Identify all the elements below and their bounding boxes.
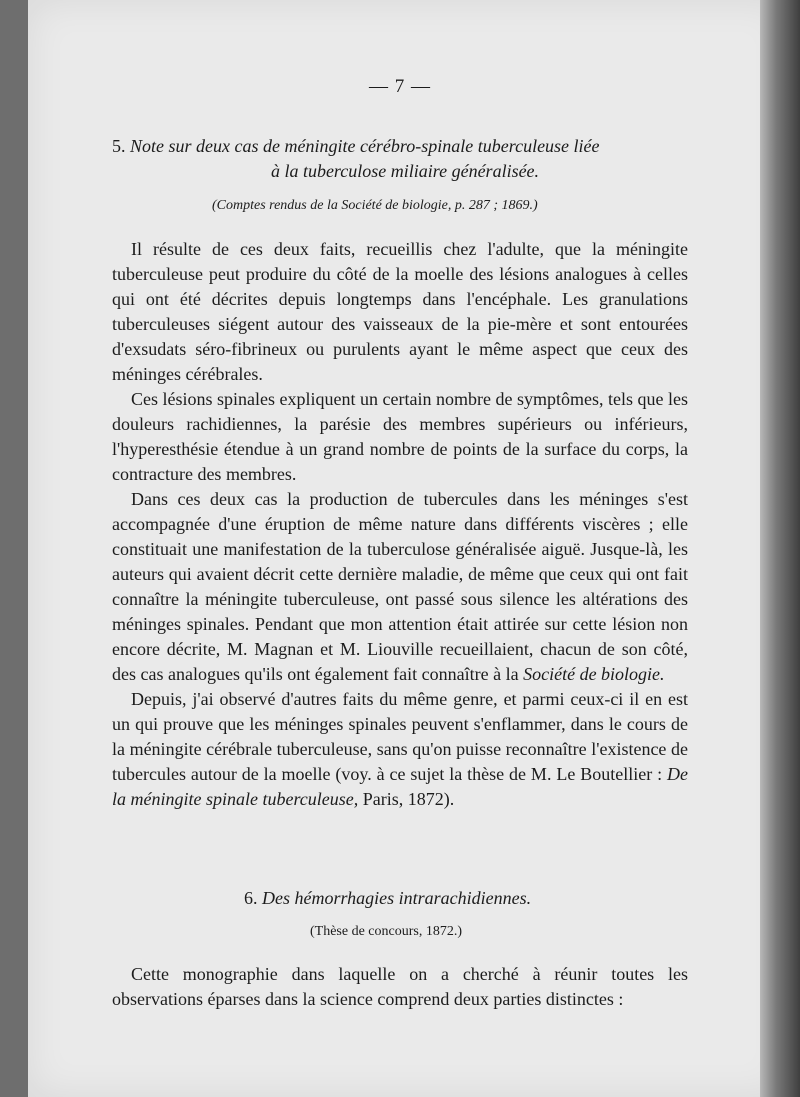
section5-title — [112, 134, 698, 184]
paragraph-3-italic: Société de biologie. — [523, 664, 665, 684]
paragraph-1: Il résulte de ces deux faits, recueillis chez l'adulte, que la méningite tuberculeuse peut produire du côté de la moelle des lésions analogues à celles qui ont été décrites depuis longtemps dans l'encéphale. Les granulations tuberculeuses siégent autour des vaisseaux de la pie-mère et sont entourées d'exsudats séro-fibrineux ou purulents ayant le même aspect que ceux des méninges cérébrales. — [112, 239, 688, 384]
section6-title-text: Des hémorrhagies intrarachidiennes. — [262, 888, 532, 908]
paragraph-4 — [112, 687, 688, 812]
section5-body — [112, 237, 688, 812]
section6-number: 6. — [244, 888, 258, 908]
paragraph-4-italic: De la méningite spinale tuberculeuse, — [112, 764, 689, 809]
paragraph-4-text: Depuis, j'ai observé d'autres faits du même genre, et parmi ceux-ci il en est un qui prouve que les méninges spinales peuvent s'enflammer, dans le cours de la méningite cérébrale tuberculeuse, sans qu'on puisse reconnaître l'existence de tubercules autour de la moelle (voy. à ce sujet la thèse de M. Le Boutellier : — [112, 689, 688, 784]
section6-title — [244, 888, 531, 909]
section6-paragraph: Cette monographie dans laquelle on a cherché à réunir toutes les observations éparses dans la science comprend deux parties distinctes : — [112, 964, 688, 1009]
page-edge-shadow — [760, 0, 800, 1097]
section5-source: (Comptes rendus de la Société de biologie, p. 287 ; 1869.) — [212, 198, 538, 213]
paragraph-3-text: Dans ces deux cas la production de tubercules dans les méninges s'est accompagnée d'une éruption de même nature dans différents viscères ; elle constituait une manifestation de la tuberculose généralisée aiguë. Jusque-là, les auteurs qui avaient décrit cette dernière maladie, de même que ceux qui ont fait connaître la méningite tuberculeuse, ont passé sous silence les altérations des méninges spinales. Pendant que mon attention était attirée sur cette lésion non encore décrite, M. Magnan et M. Liouville recueillaient, chacun de son côté, des cas analogues qu'ils ont également fait connaître à la — [112, 489, 688, 684]
section6-body — [112, 962, 688, 1012]
section5-number: 5. — [112, 136, 126, 156]
paragraph-4-end: Paris, 1872). — [362, 789, 455, 809]
paragraph-2: Ces lésions spinales expliquent un certain nombre de symptômes, tels que les douleurs rachidiennes, la parésie des membres supérieurs ou inférieurs, l'hyperesthésie étendue à un grand nombre de points de la surface du corps, la contracture des membres. — [112, 389, 688, 484]
section6-source: (Thèse de concours, 1872.) — [310, 924, 463, 939]
paragraph-3 — [112, 487, 688, 687]
section5-title-line2: à la tuberculose miliaire généralisée. — [270, 161, 540, 181]
page-number: — 7 — — [369, 76, 431, 97]
section5-title-line1: Note sur deux cas de méningite cérébro-spinale tuberculeuse liée — [130, 136, 600, 156]
